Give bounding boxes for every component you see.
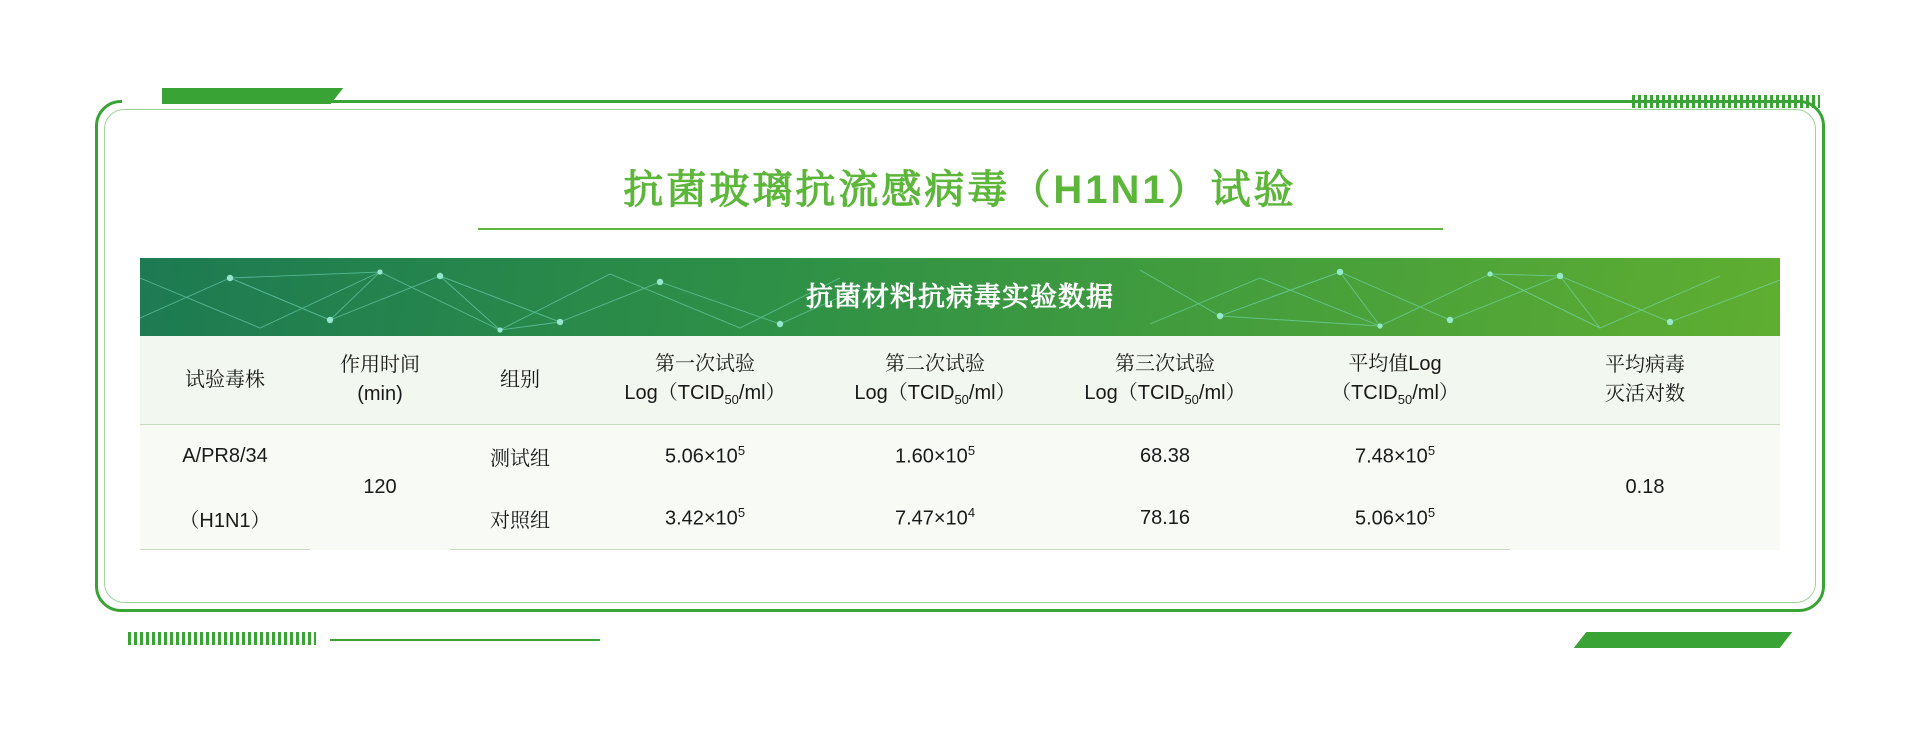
- header-test-1: 第一次试验 $Log(TCID_{50}/ml)$: [590, 336, 820, 425]
- cell-test-3: 78.16: [1050, 487, 1280, 550]
- header-test-2: 第二次试验 $Log(TCID_{50}/ml)$: [820, 336, 1050, 425]
- page-title: 抗菌玻璃抗流感病毒（H1N1）试验: [623, 168, 1297, 212]
- table-row: [140, 425, 1780, 488]
- tcid-subscript: 50: [724, 392, 739, 408]
- header-strain: 试验毒株: [140, 336, 310, 425]
- top-right-dotted-strip: [1632, 95, 1820, 108]
- header-group: 组别: [450, 336, 590, 425]
- exponent: 4: [967, 505, 976, 521]
- exponent: 5: [737, 505, 746, 521]
- cell-test-1: $3.42\times 10^5$: [590, 487, 820, 550]
- bottom-right-corner-accent: [1574, 632, 1793, 648]
- exponent: 5: [737, 443, 746, 459]
- data-table-container: [140, 258, 1780, 550]
- cell-inactivation-log: 0.18: [1510, 425, 1780, 550]
- table-band-header: [140, 258, 1780, 336]
- cell-strain-line1: A/PR8/34: [140, 425, 310, 488]
- tcid-subscript: 50: [954, 392, 969, 408]
- header-duration: 作用时间 (min): [310, 336, 450, 425]
- cell-test-2: $7.47\times 10^4$: [820, 487, 1050, 550]
- bottom-left-dotted-strip: [128, 632, 316, 645]
- cell-average-log: $7.48\times 10^5$: [1280, 425, 1510, 488]
- cell-group: 对照组: [450, 487, 590, 550]
- header-inactivation-log: 平均病毒 灭活对数: [1510, 336, 1780, 425]
- exponent: 5: [967, 443, 976, 459]
- exponent: 5: [1427, 505, 1436, 521]
- table-header: [140, 336, 1780, 425]
- header-row: [140, 336, 1780, 425]
- cell-strain-line2: （H1N1）: [140, 487, 310, 550]
- cell-average-log: $5.06\times 10^5$: [1280, 487, 1510, 550]
- experiment-data-table: [140, 336, 1780, 550]
- cell-duration: 120: [310, 425, 450, 550]
- table-body: [140, 425, 1780, 550]
- header-average-log: 平均值Log $(TCID_{50}/ml)$: [1280, 336, 1510, 425]
- band-title-text: 抗菌材料抗病毒实验数据: [806, 282, 1114, 312]
- bottom-left-hairline: [330, 639, 600, 641]
- top-right-hairline: [1350, 100, 1620, 102]
- header-test-3: 第三次试验 $Log(TCID_{50}/ml)$: [1050, 336, 1280, 425]
- cell-group: 测试组: [450, 425, 590, 488]
- title-underline: [478, 228, 1443, 230]
- exponent: 5: [1427, 443, 1436, 459]
- cell-test-2: $1.60\times 10^5$: [820, 425, 1050, 488]
- cell-test-1: $5.06\times 10^5$: [590, 425, 820, 488]
- tcid-subscript: 50: [1397, 392, 1413, 408]
- tcid-subscript: 50: [1184, 392, 1199, 408]
- top-left-corner-mask: [122, 84, 162, 108]
- cell-test-3: 68.38: [1050, 425, 1280, 488]
